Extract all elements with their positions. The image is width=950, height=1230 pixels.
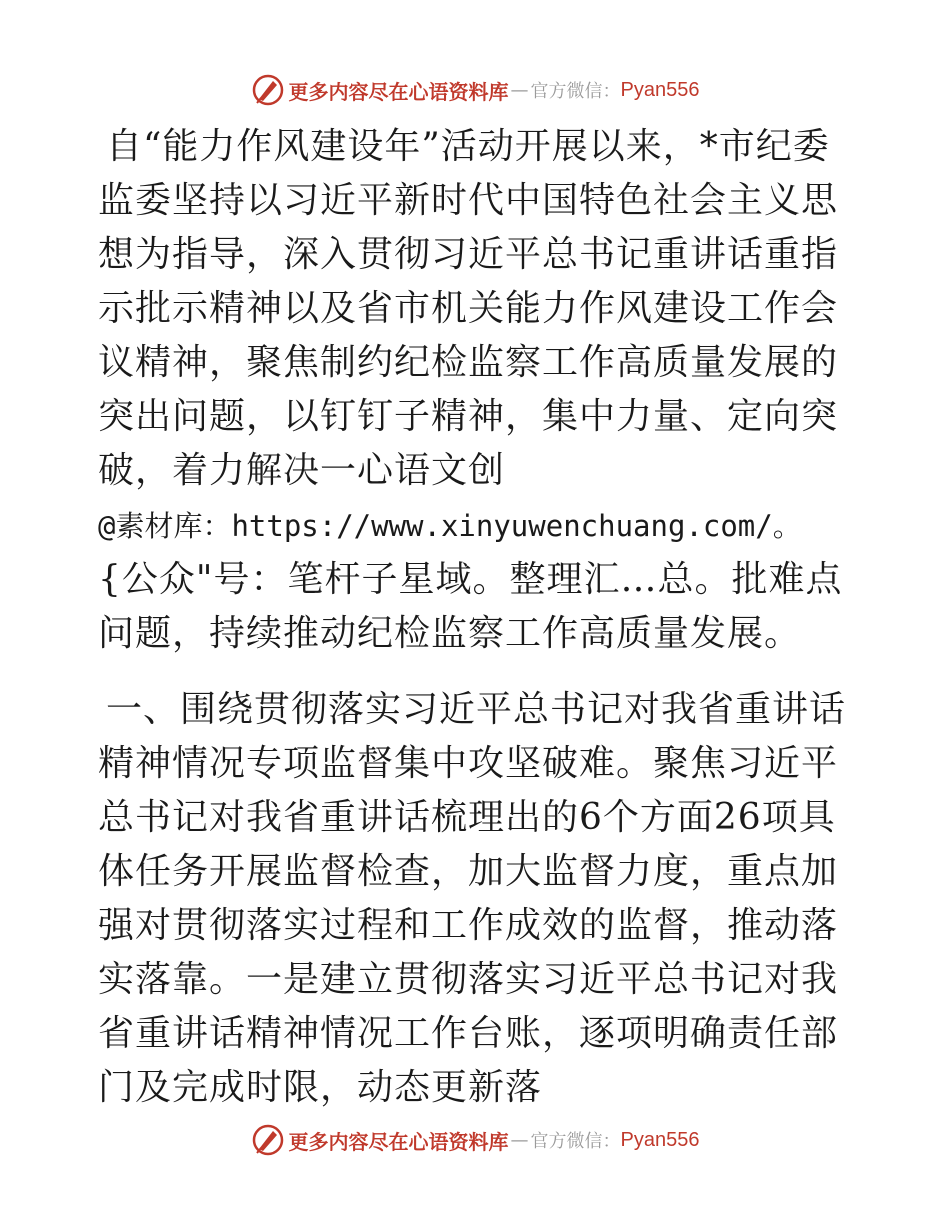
quill-pen-logo-icon [251,73,285,107]
header-banner [0,70,950,110]
paragraph-1-text: 自“能力作风建设年”活动开展以来，*市纪委监委坚持以习近平新时代中国特色社会主义思想为指导，深入贯彻习近平总书记重讲话重指示批示精神以及省市机关能力作风建设工作会议精神，聚焦制约纪检监察工作高质量发展的突出问题，以钉钉子精神，集中力量、定向突破，着力解决一心语文创 [98,126,839,491]
quill-pen-logo-icon [251,1123,285,1157]
paragraph-1-continuation: {公众"号：笔杆子星域。整理汇…总。批难点问题，持续推动纪检监察工作高质量发展。 [98,559,843,654]
header-brand-text: 更多内容尽在心语资料库 [288,79,509,104]
footer-official-label: 官方微信： [530,1131,621,1152]
source-url-line: @素材库：https://www.xinyuwenchuang.com/。 [98,509,802,543]
header-separator: — [510,79,529,101]
footer-wechat-id: Pyan556 [620,1128,700,1151]
footer-brand-text: 更多内容尽在心语资料库 [288,1129,509,1154]
paragraph-2: 一、围绕贯彻落实习近平总书记对我省重讲话精神情况专项监督集中攻坚破难。聚焦习近平总书记对我省重讲话梳理出的6个方面26项具体任务开展监督检查，加大监督力度，重点加强对贯彻落实过程和工作成效的监督，推动落实落靠。一是建立贯彻落实习近平总书记对我省重讲话精神情况工作台账，逐项明确责任部门及完成时限，动态更新落 [98,689,847,1108]
header-official-label: 官方微信： [530,81,621,102]
header-wechat-id: Pyan556 [620,78,700,101]
paragraph-1 [98,120,858,661]
footer-separator: — [510,1129,529,1151]
footer-banner [0,1120,950,1160]
document-body [98,120,858,1115]
